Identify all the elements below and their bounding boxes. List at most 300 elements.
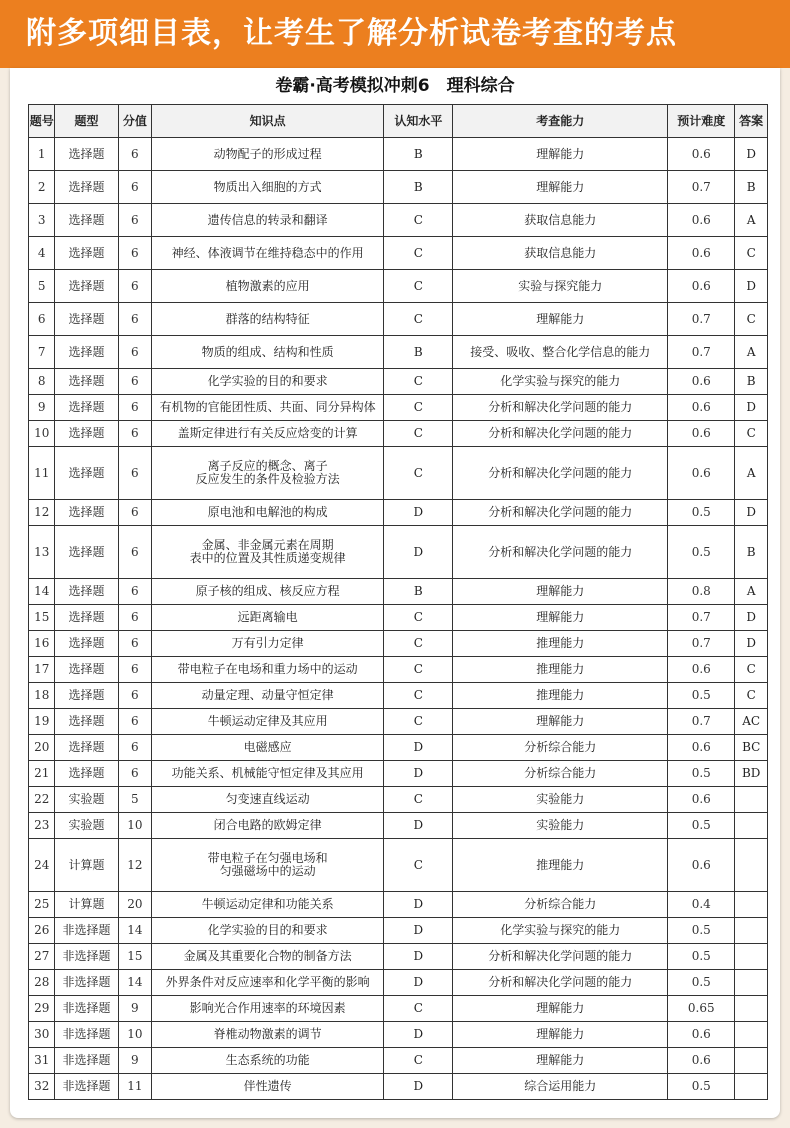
cell-cognitive-level: C — [384, 1048, 453, 1074]
cell-cognitive-level: B — [384, 336, 453, 369]
cell-question-number: 22 — [29, 787, 55, 813]
cell-answer — [735, 1022, 768, 1048]
cell-answer: A — [735, 447, 768, 500]
cell-knowledge-point: 闭合电路的欧姆定律 — [152, 813, 384, 839]
cell-difficulty: 0.5 — [668, 944, 735, 970]
cell-score: 6 — [118, 171, 152, 204]
cell-question-number: 21 — [29, 761, 55, 787]
cell-knowledge-point: 遗传信息的转录和翻译 — [152, 204, 384, 237]
cell-answer: A — [735, 579, 768, 605]
table-row — [29, 204, 768, 237]
cell-ability: 理解能力 — [453, 303, 668, 336]
cell-knowledge-point: 金属、非金属元素在周期 表中的位置及其性质递变规律 — [152, 526, 384, 579]
cell-question-type: 选择题 — [55, 237, 118, 270]
cell-ability: 理解能力 — [453, 709, 668, 735]
table-body — [29, 138, 768, 1100]
cell-knowledge-point: 物质出入细胞的方式 — [152, 171, 384, 204]
cell-score: 9 — [118, 1048, 152, 1074]
cell-difficulty: 0.5 — [668, 500, 735, 526]
cell-cognitive-level: C — [384, 447, 453, 500]
cell-difficulty: 0.6 — [668, 839, 735, 892]
cell-difficulty: 0.6 — [668, 1048, 735, 1074]
cell-ability: 理解能力 — [453, 605, 668, 631]
cell-ability: 分析和解决化学问题的能力 — [453, 500, 668, 526]
cell-ability: 实验能力 — [453, 813, 668, 839]
cell-question-type: 选择题 — [55, 395, 118, 421]
cell-cognitive-level: C — [384, 657, 453, 683]
cell-difficulty: 0.65 — [668, 996, 735, 1022]
table-row — [29, 657, 768, 683]
cell-score: 10 — [118, 1022, 152, 1048]
cell-score: 6 — [118, 421, 152, 447]
cell-score: 6 — [118, 709, 152, 735]
cell-cognitive-level: C — [384, 270, 453, 303]
cell-answer — [735, 787, 768, 813]
column-header: 认知水平 — [384, 105, 453, 138]
cell-question-number: 7 — [29, 336, 55, 369]
cell-difficulty: 0.6 — [668, 421, 735, 447]
cell-answer: C — [735, 421, 768, 447]
table-row — [29, 237, 768, 270]
column-header: 题型 — [55, 105, 118, 138]
cell-cognitive-level: B — [384, 579, 453, 605]
cell-difficulty: 0.7 — [668, 631, 735, 657]
cell-score: 6 — [118, 579, 152, 605]
cell-question-number: 31 — [29, 1048, 55, 1074]
cell-question-type: 选择题 — [55, 709, 118, 735]
cell-question-type: 实验题 — [55, 787, 118, 813]
cell-question-number: 17 — [29, 657, 55, 683]
table-row — [29, 683, 768, 709]
cell-ability: 理解能力 — [453, 579, 668, 605]
cell-question-number: 29 — [29, 996, 55, 1022]
cell-cognitive-level: D — [384, 970, 453, 996]
cell-question-type: 非选择题 — [55, 1048, 118, 1074]
cell-ability: 理解能力 — [453, 1048, 668, 1074]
cell-score: 6 — [118, 761, 152, 787]
cell-cognitive-level: C — [384, 631, 453, 657]
cell-difficulty: 0.7 — [668, 336, 735, 369]
cell-score: 6 — [118, 395, 152, 421]
table-row — [29, 787, 768, 813]
table-row — [29, 709, 768, 735]
cell-knowledge-point: 神经、体液调节在维持稳态中的作用 — [152, 237, 384, 270]
cell-score: 6 — [118, 204, 152, 237]
cell-difficulty: 0.7 — [668, 303, 735, 336]
cell-question-number: 27 — [29, 944, 55, 970]
cell-ability: 推理能力 — [453, 839, 668, 892]
cell-knowledge-point: 化学实验的目的和要求 — [152, 369, 384, 395]
cell-question-type: 选择题 — [55, 526, 118, 579]
cell-knowledge-point: 功能关系、机械能守恒定律及其应用 — [152, 761, 384, 787]
cell-question-type: 选择题 — [55, 204, 118, 237]
cell-ability: 分析和解决化学问题的能力 — [453, 970, 668, 996]
cell-score: 6 — [118, 735, 152, 761]
cell-score: 11 — [118, 1074, 152, 1100]
cell-answer: C — [735, 683, 768, 709]
cell-answer: D — [735, 395, 768, 421]
cell-answer: C — [735, 303, 768, 336]
cell-question-number: 8 — [29, 369, 55, 395]
column-header: 题号 — [29, 105, 55, 138]
cell-ability: 获取信息能力 — [453, 204, 668, 237]
table-row — [29, 996, 768, 1022]
cell-answer: B — [735, 369, 768, 395]
cell-cognitive-level: D — [384, 1074, 453, 1100]
table-row — [29, 839, 768, 892]
document-sheet — [10, 68, 780, 1118]
cell-ability: 分析综合能力 — [453, 761, 668, 787]
cell-cognitive-level: B — [384, 138, 453, 171]
cell-ability: 推理能力 — [453, 683, 668, 709]
cell-knowledge-point: 万有引力定律 — [152, 631, 384, 657]
cell-score: 6 — [118, 683, 152, 709]
cell-question-type: 计算题 — [55, 892, 118, 918]
cell-difficulty: 0.6 — [668, 1022, 735, 1048]
cell-cognitive-level: C — [384, 204, 453, 237]
cell-cognitive-level: C — [384, 237, 453, 270]
cell-answer: D — [735, 631, 768, 657]
cell-knowledge-point: 牛顿运动定律及其应用 — [152, 709, 384, 735]
cell-knowledge-point: 物质的组成、结构和性质 — [152, 336, 384, 369]
cell-question-type: 非选择题 — [55, 944, 118, 970]
table-row — [29, 395, 768, 421]
cell-answer — [735, 918, 768, 944]
cell-score: 6 — [118, 447, 152, 500]
table-row — [29, 1048, 768, 1074]
cell-score: 5 — [118, 787, 152, 813]
cell-cognitive-level: C — [384, 369, 453, 395]
cell-score: 6 — [118, 526, 152, 579]
column-header: 知识点 — [152, 105, 384, 138]
cell-question-number: 6 — [29, 303, 55, 336]
spec-table — [28, 104, 768, 1100]
cell-cognitive-level: D — [384, 526, 453, 579]
cell-difficulty: 0.6 — [668, 735, 735, 761]
table-row — [29, 447, 768, 500]
cell-difficulty: 0.5 — [668, 970, 735, 996]
cell-knowledge-point: 电磁感应 — [152, 735, 384, 761]
cell-cognitive-level: C — [384, 683, 453, 709]
cell-knowledge-point: 牛顿运动定律和功能关系 — [152, 892, 384, 918]
cell-ability: 理解能力 — [453, 171, 668, 204]
cell-score: 15 — [118, 944, 152, 970]
cell-difficulty: 0.7 — [668, 709, 735, 735]
cell-question-type: 非选择题 — [55, 970, 118, 996]
cell-question-number: 9 — [29, 395, 55, 421]
cell-difficulty: 0.6 — [668, 204, 735, 237]
cell-difficulty: 0.5 — [668, 761, 735, 787]
cell-ability: 分析和解决化学问题的能力 — [453, 944, 668, 970]
cell-difficulty: 0.6 — [668, 447, 735, 500]
cell-score: 6 — [118, 303, 152, 336]
cell-cognitive-level: D — [384, 761, 453, 787]
cell-score: 6 — [118, 631, 152, 657]
banner — [0, 0, 790, 68]
cell-question-type: 非选择题 — [55, 1074, 118, 1100]
column-header: 预计难度 — [668, 105, 735, 138]
cell-question-number: 16 — [29, 631, 55, 657]
cell-cognitive-level: C — [384, 421, 453, 447]
cell-question-number: 1 — [29, 138, 55, 171]
table-row — [29, 1022, 768, 1048]
cell-question-type: 选择题 — [55, 421, 118, 447]
cell-question-type: 选择题 — [55, 303, 118, 336]
cell-ability: 理解能力 — [453, 1022, 668, 1048]
cell-difficulty: 0.6 — [668, 787, 735, 813]
cell-knowledge-point: 原子核的组成、核反应方程 — [152, 579, 384, 605]
table-row — [29, 918, 768, 944]
cell-cognitive-level: C — [384, 709, 453, 735]
cell-difficulty: 0.6 — [668, 270, 735, 303]
cell-question-type: 选择题 — [55, 336, 118, 369]
cell-knowledge-point: 带电粒子在电场和重力场中的运动 — [152, 657, 384, 683]
cell-question-number: 23 — [29, 813, 55, 839]
cell-difficulty: 0.6 — [668, 138, 735, 171]
cell-ability: 实验与探究能力 — [453, 270, 668, 303]
cell-difficulty: 0.5 — [668, 813, 735, 839]
cell-score: 9 — [118, 996, 152, 1022]
cell-question-type: 实验题 — [55, 813, 118, 839]
column-header: 考查能力 — [453, 105, 668, 138]
cell-answer: BC — [735, 735, 768, 761]
cell-question-number: 2 — [29, 171, 55, 204]
cell-answer: B — [735, 526, 768, 579]
cell-difficulty: 0.5 — [668, 526, 735, 579]
cell-difficulty: 0.5 — [668, 1074, 735, 1100]
cell-question-number: 15 — [29, 605, 55, 631]
cell-difficulty: 0.6 — [668, 657, 735, 683]
cell-knowledge-point: 盖斯定律进行有关反应焓变的计算 — [152, 421, 384, 447]
cell-ability: 推理能力 — [453, 657, 668, 683]
cell-answer: C — [735, 237, 768, 270]
table-row — [29, 605, 768, 631]
cell-cognitive-level: C — [384, 996, 453, 1022]
cell-ability: 理解能力 — [453, 138, 668, 171]
cell-cognitive-level: D — [384, 944, 453, 970]
cell-ability: 分析综合能力 — [453, 735, 668, 761]
cell-answer: D — [735, 138, 768, 171]
cell-ability: 理解能力 — [453, 996, 668, 1022]
cell-cognitive-level: C — [384, 787, 453, 813]
cell-cognitive-level: D — [384, 892, 453, 918]
cell-cognitive-level: C — [384, 395, 453, 421]
cell-answer: D — [735, 500, 768, 526]
table-row — [29, 579, 768, 605]
cell-cognitive-level: C — [384, 605, 453, 631]
cell-knowledge-point: 原电池和电解池的构成 — [152, 500, 384, 526]
cell-question-type: 选择题 — [55, 369, 118, 395]
cell-answer: B — [735, 171, 768, 204]
cell-question-type: 选择题 — [55, 138, 118, 171]
cell-knowledge-point: 金属及其重要化合物的制备方法 — [152, 944, 384, 970]
cell-knowledge-point: 影响光合作用速率的环境因素 — [152, 996, 384, 1022]
table-row — [29, 1074, 768, 1100]
cell-knowledge-point: 群落的结构特征 — [152, 303, 384, 336]
cell-question-type: 选择题 — [55, 579, 118, 605]
cell-score: 10 — [118, 813, 152, 839]
cell-difficulty: 0.6 — [668, 395, 735, 421]
table-row — [29, 369, 768, 395]
cell-question-type: 选择题 — [55, 657, 118, 683]
cell-ability: 获取信息能力 — [453, 237, 668, 270]
cell-answer — [735, 1048, 768, 1074]
cell-question-type: 选择题 — [55, 500, 118, 526]
cell-knowledge-point: 伴性遗传 — [152, 1074, 384, 1100]
table-row — [29, 813, 768, 839]
cell-knowledge-point: 离子反应的概念、离子 反应发生的条件及检验方法 — [152, 447, 384, 500]
cell-answer — [735, 970, 768, 996]
cell-answer — [735, 892, 768, 918]
cell-cognitive-level: B — [384, 171, 453, 204]
cell-question-type: 选择题 — [55, 605, 118, 631]
cell-ability: 分析和解决化学问题的能力 — [453, 395, 668, 421]
banner-text: 附多项细目表，让考生了解分析试卷考查的考点 — [26, 16, 677, 51]
cell-knowledge-point: 生态系统的功能 — [152, 1048, 384, 1074]
cell-ability: 综合运用能力 — [453, 1074, 668, 1100]
cell-cognitive-level: D — [384, 918, 453, 944]
cell-question-number: 3 — [29, 204, 55, 237]
cell-score: 6 — [118, 657, 152, 683]
cell-question-number: 18 — [29, 683, 55, 709]
cell-question-number: 14 — [29, 579, 55, 605]
cell-question-type: 选择题 — [55, 683, 118, 709]
cell-knowledge-point: 外界条件对反应速率和化学平衡的影响 — [152, 970, 384, 996]
cell-question-number: 25 — [29, 892, 55, 918]
cell-score: 14 — [118, 970, 152, 996]
cell-cognitive-level: D — [384, 1022, 453, 1048]
cell-knowledge-point: 远距离输电 — [152, 605, 384, 631]
cell-difficulty: 0.6 — [668, 237, 735, 270]
cell-ability: 分析综合能力 — [453, 892, 668, 918]
document-title: 卷霸·高考模拟冲刺6 理科综合 — [275, 76, 515, 96]
cell-question-number: 26 — [29, 918, 55, 944]
cell-ability: 推理能力 — [453, 631, 668, 657]
cell-score: 12 — [118, 839, 152, 892]
cell-question-type: 选择题 — [55, 631, 118, 657]
cell-knowledge-point: 带电粒子在匀强电场和 匀强磁场中的运动 — [152, 839, 384, 892]
cell-difficulty: 0.5 — [668, 683, 735, 709]
cell-ability: 分析和解决化学问题的能力 — [453, 447, 668, 500]
cell-score: 6 — [118, 237, 152, 270]
table-row — [29, 526, 768, 579]
cell-answer — [735, 944, 768, 970]
cell-question-type: 选择题 — [55, 171, 118, 204]
cell-ability: 分析和解决化学问题的能力 — [453, 526, 668, 579]
table-row — [29, 970, 768, 996]
cell-cognitive-level: C — [384, 303, 453, 336]
table-row — [29, 421, 768, 447]
cell-answer — [735, 839, 768, 892]
cell-knowledge-point: 植物激素的应用 — [152, 270, 384, 303]
cell-question-type: 非选择题 — [55, 996, 118, 1022]
cell-knowledge-point: 动物配子的形成过程 — [152, 138, 384, 171]
table-row — [29, 761, 768, 787]
table-row — [29, 944, 768, 970]
cell-knowledge-point: 匀变速直线运动 — [152, 787, 384, 813]
cell-score: 6 — [118, 336, 152, 369]
table-row — [29, 735, 768, 761]
cell-cognitive-level: D — [384, 813, 453, 839]
cell-knowledge-point: 有机物的官能团性质、共面、同分异构体 — [152, 395, 384, 421]
cell-score: 6 — [118, 500, 152, 526]
cell-question-number: 12 — [29, 500, 55, 526]
cell-question-number: 11 — [29, 447, 55, 500]
cell-score: 6 — [118, 605, 152, 631]
table-row — [29, 138, 768, 171]
table-row — [29, 631, 768, 657]
cell-difficulty: 0.7 — [668, 605, 735, 631]
cell-answer — [735, 813, 768, 839]
cell-cognitive-level: C — [384, 839, 453, 892]
cell-answer: D — [735, 270, 768, 303]
cell-ability: 分析和解决化学问题的能力 — [453, 421, 668, 447]
cell-question-number: 24 — [29, 839, 55, 892]
table-row — [29, 303, 768, 336]
cell-question-type: 选择题 — [55, 735, 118, 761]
cell-score: 6 — [118, 369, 152, 395]
cell-question-number: 20 — [29, 735, 55, 761]
cell-ability: 实验能力 — [453, 787, 668, 813]
cell-difficulty: 0.5 — [668, 918, 735, 944]
cell-knowledge-point: 脊椎动物激素的调节 — [152, 1022, 384, 1048]
cell-answer — [735, 996, 768, 1022]
cell-cognitive-level: D — [384, 500, 453, 526]
cell-ability: 化学实验与探究的能力 — [453, 369, 668, 395]
table-row — [29, 171, 768, 204]
cell-question-number: 4 — [29, 237, 55, 270]
column-header: 分值 — [118, 105, 152, 138]
cell-score: 6 — [118, 270, 152, 303]
cell-ability: 接受、吸收、整合化学信息的能力 — [453, 336, 668, 369]
cell-question-type: 选择题 — [55, 270, 118, 303]
cell-score: 20 — [118, 892, 152, 918]
cell-question-type: 选择题 — [55, 761, 118, 787]
cell-difficulty: 0.7 — [668, 171, 735, 204]
cell-question-type: 选择题 — [55, 447, 118, 500]
cell-question-number: 30 — [29, 1022, 55, 1048]
cell-answer: A — [735, 204, 768, 237]
cell-answer — [735, 1074, 768, 1100]
cell-answer: C — [735, 657, 768, 683]
cell-answer: AC — [735, 709, 768, 735]
cell-question-type: 计算题 — [55, 839, 118, 892]
cell-answer: BD — [735, 761, 768, 787]
cell-question-number: 5 — [29, 270, 55, 303]
cell-score: 6 — [118, 138, 152, 171]
cell-knowledge-point: 动量定理、动量守恒定律 — [152, 683, 384, 709]
cell-score: 14 — [118, 918, 152, 944]
table-row — [29, 336, 768, 369]
cell-answer: A — [735, 336, 768, 369]
cell-question-number: 10 — [29, 421, 55, 447]
cell-difficulty: 0.4 — [668, 892, 735, 918]
cell-cognitive-level: D — [384, 735, 453, 761]
cell-question-number: 13 — [29, 526, 55, 579]
cell-question-number: 28 — [29, 970, 55, 996]
column-header: 答案 — [735, 105, 768, 138]
table-row — [29, 270, 768, 303]
cell-knowledge-point: 化学实验的目的和要求 — [152, 918, 384, 944]
cell-question-number: 32 — [29, 1074, 55, 1100]
cell-question-number: 19 — [29, 709, 55, 735]
table-row — [29, 500, 768, 526]
cell-difficulty: 0.6 — [668, 369, 735, 395]
cell-question-type: 非选择题 — [55, 918, 118, 944]
cell-question-type: 非选择题 — [55, 1022, 118, 1048]
cell-ability: 化学实验与探究的能力 — [453, 918, 668, 944]
table-header-row — [29, 105, 768, 138]
